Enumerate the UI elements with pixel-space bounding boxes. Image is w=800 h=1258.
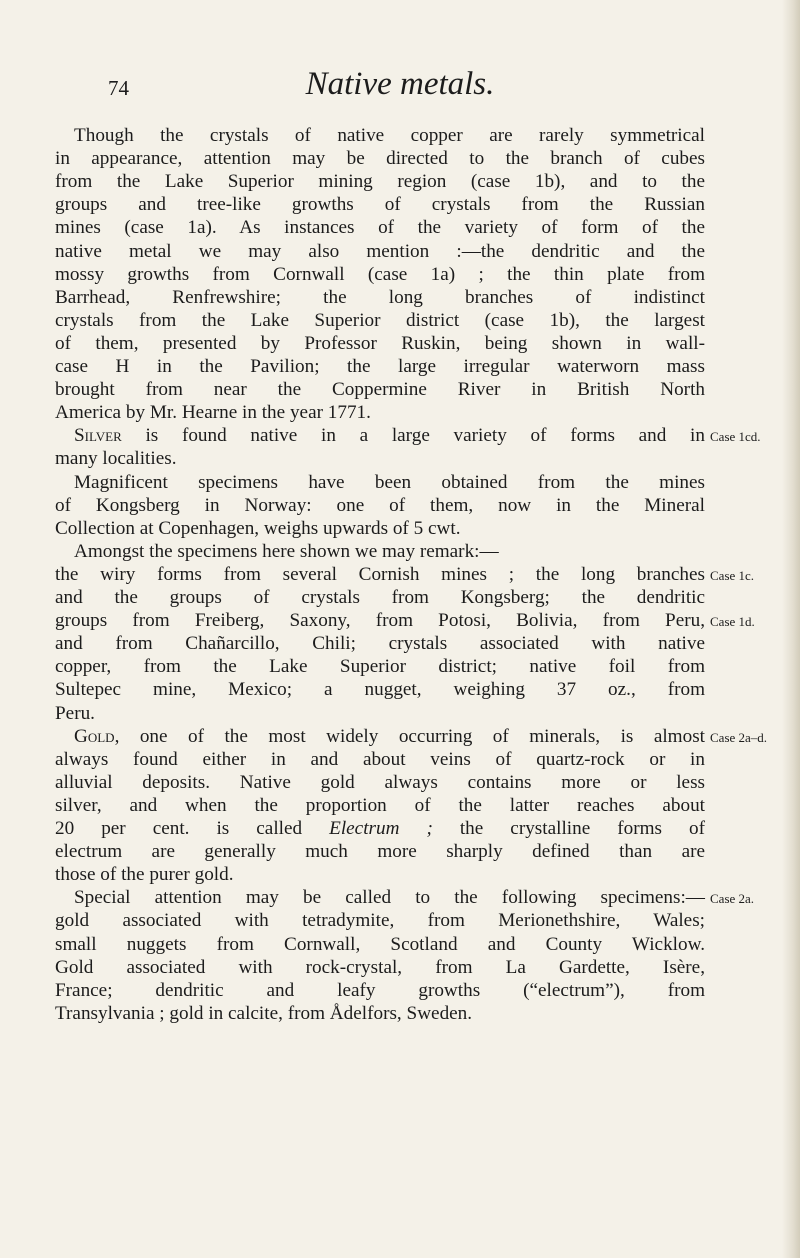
text-line: Peru. [55,702,95,724]
text-line: Transylvania ; gold in calcite, from Ådelfors, Sweden. [55,1002,473,1024]
text-line: brought from near the Coppermine River in British North [55,379,705,401]
text-line: many localities. [55,448,177,470]
text-line: groups and tree-like growths of crystals from the Russian [55,194,705,216]
text-line: of them, presented by Professor Ruskin, being shown in wall- [55,332,705,354]
page-number: 74 [108,76,129,100]
text-line: Gold associated with rock-crystal, from La Gardette, Isère, [55,956,705,978]
running-title: Native metals. [305,66,495,102]
text-line: and from Chañarcillo, Chili; crystals associated with native [55,633,705,655]
text-line: mines (case 1a). As instances of the variety of form of the [55,217,705,239]
text-line: Gold, one of the most widely occurring of minerals, is almost [74,725,705,747]
margin-note: Case 1c. [710,567,755,583]
margin-note: Case 1cd. [710,429,761,445]
section-lead: Gold [74,725,115,747]
text-line: Special attention may be called to the following specimens:— [74,887,705,909]
text-line: native metal we may also mention :—the dendritic and the [55,240,705,262]
text-line: gold associated with tetradymite, from Merionethshire, Wales; [55,910,705,932]
text-line: copper, from the Lake Superior district; native foil from [55,656,705,678]
text-line: the wiry forms from several Cornish mines ; the long branches [55,563,705,585]
page-edge [782,0,800,1258]
text-line: 20 per cent. is called Electrum ; the crystalline forms of [55,818,705,839]
text-line: silver, and when the proportion of the latter reaches about [55,794,705,816]
text-line: groups from Freiberg, Saxony, from Potosi, Bolivia, from Peru, [55,610,705,632]
margin-note: Case 1d. [710,614,755,630]
text-line: always found either in and about veins of quartz-rock or in [55,748,705,770]
text-line: Silver is found native in a large variety of forms and in [74,425,705,447]
margin-note: Case 2a–d. [710,729,768,745]
text-line: and the groups of crystals from Kongsberg; the dendritic [55,587,705,608]
text-line: crystals from the Lake Superior district (case 1b), the largest [55,309,705,331]
text-line: small nuggets from Cornwall, Scotland and County Wicklow. [55,933,705,955]
text-line: alluvial deposits. Native gold always contains more or less [55,771,705,793]
section-lead: Silver [74,425,122,447]
text-line: those of the purer gold. [55,864,234,886]
text-line: electrum are generally much more sharply defined than are [55,841,705,863]
text-line: France; dendritic and leafy growths (“electrum”), from [55,979,705,1001]
text-line: Though the crystals of native copper are rarely symmetrical [74,125,705,146]
text-line: America by Mr. Hearne in the year 1771. [55,402,371,424]
text-line: Sultepec mine, Mexico; a nugget, weighing 37 oz., from [55,679,705,701]
margin-note: Case 2a. [710,891,755,907]
text-line: Amongst the specimens here shown we may remark:— [74,540,499,562]
text-line: Collection at Copenhagen, weighs upwards of 5 cwt. [55,517,461,539]
text-line: mossy growths from Cornwall (case 1a) ; the thin plate from [55,263,705,285]
text-line: Magnificent specimens have been obtained from the mines [74,471,705,493]
text-line: of Kongsberg in Norway: one of them, now in the Mineral [55,494,705,516]
text-line: from the Lake Superior mining region (case 1b), and to the [55,171,705,193]
text-line: in appearance, attention may be directed to the branch of cubes [55,148,705,170]
text-line: case H in the Pavilion; the large irregular waterworn mass [55,356,705,377]
emphasis: Electrum ; [329,818,433,839]
text-line: Barrhead, Renfrewshire; the long branches of indistinct [55,286,705,308]
